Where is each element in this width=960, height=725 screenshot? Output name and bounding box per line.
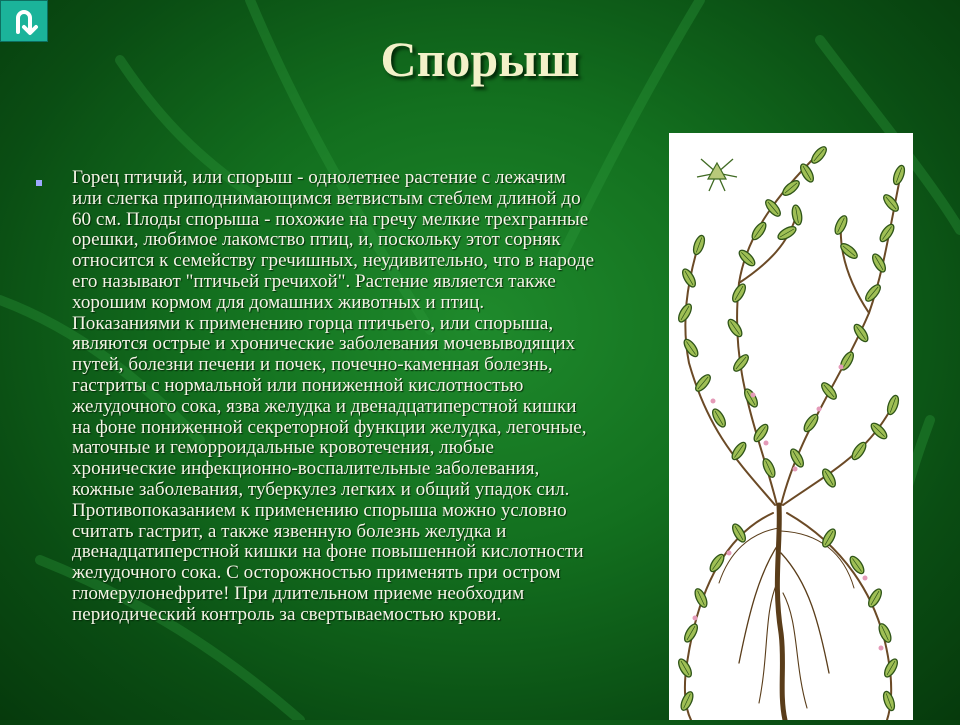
knotgrass-plant-illustration bbox=[669, 133, 913, 720]
seed-detail-icon bbox=[697, 159, 737, 191]
bullet-text: Горец птичий, или спорыш - однолетнее растение с лежачим или слегка приподнимающимся ветвистым стеблем длиной до 60 см. Плоды спорыша - похожие на гречу мелкие трехгранные орешки, любимое лакомство птиц, и, поскольку этот сорняк относится к семейству гречишных, неудивительно, что в народе его называют "птичьей гречихой". Растение является также хорошим кормом для домашних животных и птиц. Показаниями к применению горца птичьего, или спорыша, являются острые и хронические заболевания мочевыводящих путей, болезни печени и почек, почечно-каменная болезнь, гастриты с нормальной или пониженной кислотностью желудочного сока, язва желудка и двенадцатиперстной кишки на фоне пониженной секреторной функции желудка, легочные, маточные и геморроидальные кровотечения, любые хронические инфекционно-воспалительные заболевания, кожные заболевания, туберкулез легких и общий упадок сил. Противопоказанием к применению спорыша можно условно считать гастрит, а также язвенную болезнь желудка и двенадцатиперстной кишки на фоне повышенной кислотности желудочного сока. С осторожностью применять при остром гломерулонефрите! При длительном приеме необходим периодический контроль за свертываемостью крови. bbox=[72, 167, 595, 625]
bullet-list bbox=[36, 168, 596, 626]
plant-illustration-panel bbox=[669, 133, 913, 720]
slide-title: Спорыш bbox=[380, 31, 580, 87]
bullet-marker bbox=[36, 180, 42, 186]
